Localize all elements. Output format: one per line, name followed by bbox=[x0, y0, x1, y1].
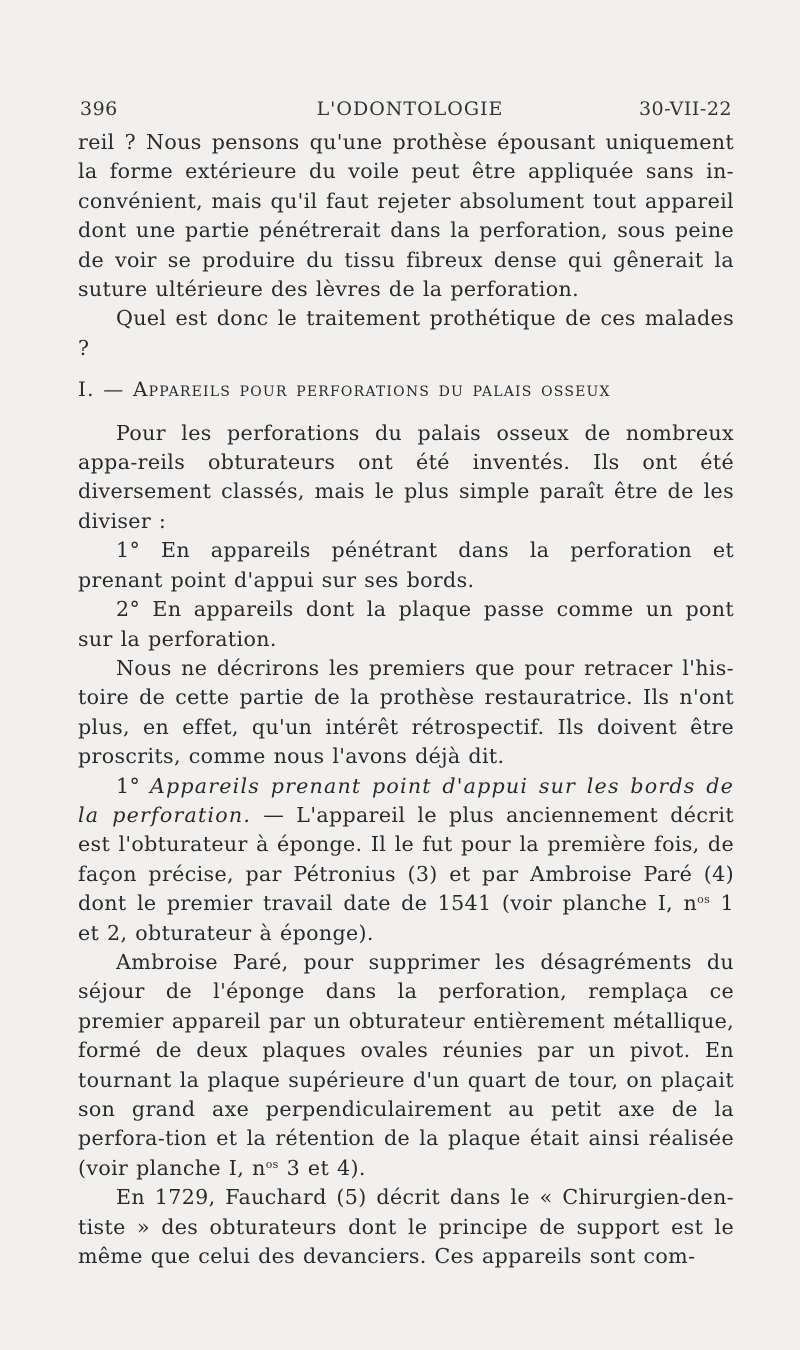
running-head bbox=[78, 98, 732, 126]
paragraph: reil ? Nous pensons qu'une prothèse épousant uniquement la forme extérieure du voile peut être appliquée sans in-convénient, mais qu'il faut rejeter absolument tout appareil dont une partie pénétrerait dans la perforation, sous peine de voir se produire du tissu fibreux dense qui gênerait la suture ultérieure des lèvres de la perforation. bbox=[78, 130, 734, 302]
subsection-paragraph bbox=[78, 772, 734, 948]
section-heading: I. — Appareils pour perforations du palais osseux bbox=[78, 377, 611, 402]
subsection-text-tail: 1 et 2, obturateur à éponge). bbox=[78, 891, 734, 945]
list-item: 1° En appareils pénétrant dans la perforation et prenant point d'appui sur ses bords. bbox=[78, 538, 734, 592]
subsection-text: — L'appareil le plus anciennement décrit est l'obturateur à éponge. Il le fut pour la première fois, de façon précise, par Pétronius (3) et par Ambroise Paré (4) dont le premier travail date de 1541 (voir planche I, bbox=[78, 802, 734, 916]
paragraph-text-tail: 3 et 4). bbox=[286, 1155, 366, 1180]
subsection-number: 1° bbox=[116, 773, 141, 798]
list-item: 2° En appareils dont la plaque passe comme un pont sur la perforation. bbox=[78, 597, 734, 651]
page-number: 396 bbox=[80, 98, 118, 120]
numero-abbrev-sup: os bbox=[265, 1157, 279, 1171]
paragraph-text: Ambroise Paré, pour supprimer les désagréments du séjour de l'éponge dans la perforation, remplaça ce premier appareil par un obturateur entièrement métallique, formé de deux plaques ovales réunies par un pivot. En tournant la plaque supérieure d'un quart de tour, on plaçait son grand axe perpendiculairement au petit axe de la perfora-tion et la rétention de la plaque était ainsi réalisée (voir planche I, bbox=[78, 949, 734, 1180]
numero-abbrev: n bbox=[252, 1155, 266, 1180]
paragraph: Quel est donc le traitement prothétique de ces malades ? bbox=[78, 306, 734, 360]
paragraph: En 1729, Fauchard (5) décrit dans le « Chirurgien-den-tiste » des obturateurs dont le principe de support est le même que celui des devanciers. Ces appareils sont com- bbox=[78, 1185, 734, 1269]
paragraph: Pour les perforations du palais osseux de nombreux appa-reils obturateurs ont été inventés. Ils ont été diversement classés, mais le plus simple paraît être de les diviser : bbox=[78, 420, 734, 533]
numero-abbrev-sup: os bbox=[697, 893, 711, 907]
journal-title: L'ODONTOLOGIE bbox=[316, 98, 504, 120]
paragraph: Nous ne décrirons les premiers que pour retracer l'his-toire de cette partie de la prothèse restauratrice. Ils n'ont plus, en effet, qu'un intérêt rétrospectif. Ils doivent être proscrits, comme nous l'avons déjà dit. bbox=[78, 655, 734, 769]
numero-abbrev: n bbox=[683, 891, 698, 916]
body-text bbox=[78, 128, 734, 1271]
subsection-title: Appareils prenant point d'appui sur les bords de la perforation. bbox=[78, 773, 734, 827]
paragraph bbox=[78, 948, 734, 1183]
issue-date: 30-VII-22 bbox=[638, 98, 732, 120]
